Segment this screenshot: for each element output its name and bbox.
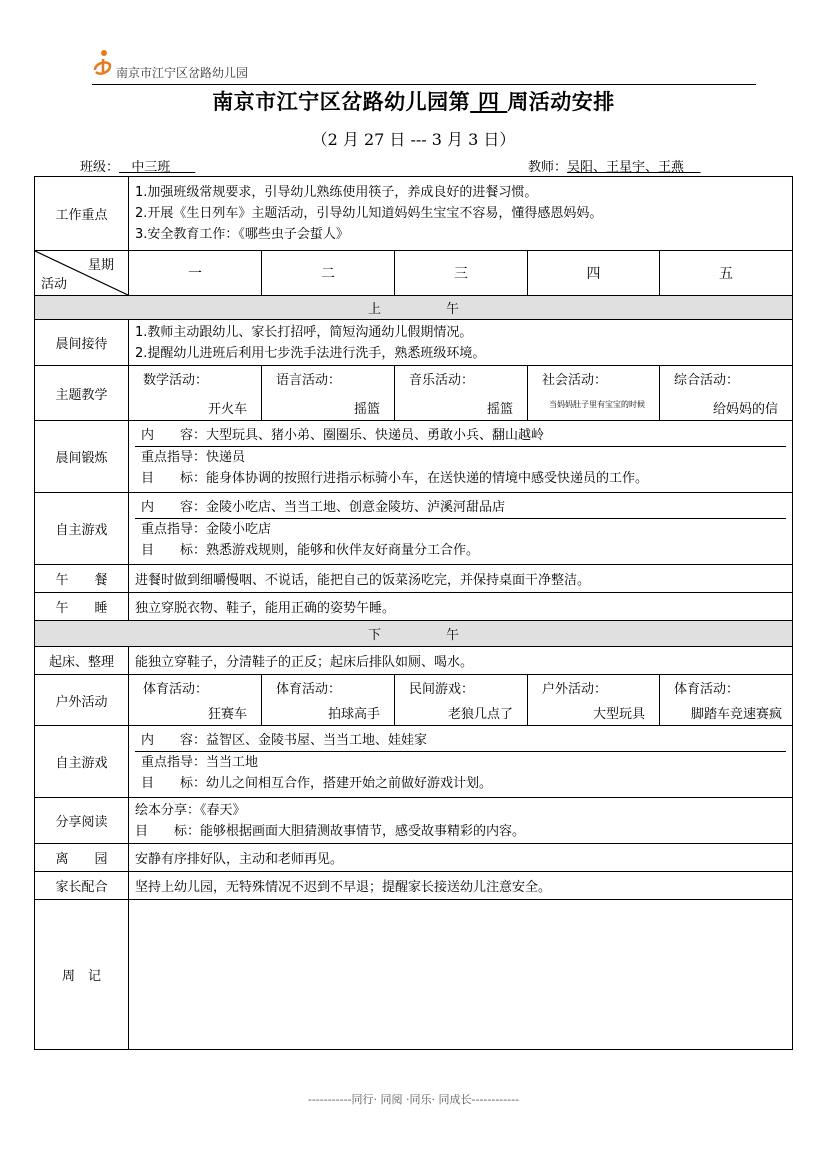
class-value: 中三班 bbox=[131, 160, 171, 175]
wakeup-content: 能独立穿鞋子，分清鞋子的正反；起床后排队如厕、喝水。 bbox=[129, 647, 793, 675]
weekday-tue: 二 bbox=[262, 251, 395, 296]
lunch-row bbox=[35, 565, 793, 593]
date-range: （2 月 27 日 --- 3 月 3 日） bbox=[311, 130, 516, 149]
kindergarten-logo-icon bbox=[92, 48, 114, 78]
focus-label: 工作重点 bbox=[35, 177, 129, 251]
activity-type: 体育活动： bbox=[276, 682, 342, 697]
activity-name: 当妈妈肚子里有宝宝的时候 bbox=[549, 400, 645, 409]
header-logo-text: 南京市江宁区岔路幼儿园 bbox=[116, 66, 249, 80]
theme-cell-wed bbox=[395, 366, 528, 421]
reception-content bbox=[129, 320, 793, 366]
reading-content bbox=[129, 798, 793, 844]
weekday-header-row bbox=[35, 251, 793, 296]
freeplay-pm-content bbox=[129, 726, 793, 798]
afternoon-divider-row bbox=[35, 621, 793, 647]
exercise-focus-line: 重点指导：快递员 bbox=[135, 446, 786, 468]
leave-label: 离 园 bbox=[35, 844, 129, 872]
weekday-mon: 一 bbox=[129, 251, 262, 296]
reception-line: 1.教师主动跟幼儿、家长打招呼，简短沟通幼儿假期情况。 bbox=[135, 324, 473, 340]
afternoon-divider: 下 午 bbox=[35, 621, 793, 647]
page-title bbox=[0, 86, 827, 116]
theme-cell-fri bbox=[660, 366, 793, 421]
freeplay-am-content-line: 内 容：金陵小吃店、当当工地、创意金陵坊、泸溪河甜品店 bbox=[141, 499, 506, 515]
focus-line: 3.安全教育工作：《哪些虫子会蜇人》 bbox=[135, 227, 349, 242]
exercise-goal-line: 目 标：能身体协调的按照行进指示标骑小车，在送快递的情境中感受快递员的工作。 bbox=[141, 470, 649, 486]
reading-row bbox=[35, 798, 793, 844]
activity-type: 社会活动： bbox=[542, 373, 608, 388]
diary-row bbox=[35, 900, 793, 1050]
wakeup-row bbox=[35, 647, 793, 675]
reading-label: 分享阅读 bbox=[35, 798, 129, 844]
parents-content: 坚持上幼儿园，无特殊情况不迟到不早退；提醒家长接送幼儿注意安全。 bbox=[129, 872, 793, 900]
activity-type: 数学活动： bbox=[143, 373, 209, 388]
activity-name: 开火车 bbox=[207, 402, 247, 417]
activity-type: 音乐活动： bbox=[409, 373, 475, 388]
exercise-label: 晨间锻炼 bbox=[35, 421, 129, 493]
outdoor-cell-thu bbox=[528, 675, 660, 726]
freeplay-am-content bbox=[129, 493, 793, 565]
exercise-row bbox=[35, 421, 793, 493]
weekday-wed: 三 bbox=[395, 251, 528, 296]
teacher-value: 吴阳、王星宇、王燕 bbox=[567, 160, 685, 175]
activity-type: 综合活动： bbox=[674, 373, 740, 388]
schedule-table bbox=[34, 176, 793, 1050]
leave-content: 安静有序排好队，主动和老师再见。 bbox=[129, 844, 793, 872]
reading-book-line: 绘本分享：《春天》 bbox=[135, 802, 246, 818]
activity-type: 民间游戏： bbox=[409, 682, 475, 697]
diary-label: 周 记 bbox=[35, 900, 129, 1050]
nap-row bbox=[35, 593, 793, 621]
class-label: 班级： bbox=[80, 160, 120, 175]
focus-content bbox=[129, 177, 793, 251]
weekday-corner-cell bbox=[35, 251, 129, 296]
weekday-corner-bottom: 活动 bbox=[41, 277, 68, 292]
weekday-thu: 四 bbox=[528, 251, 660, 296]
theme-cell-tue bbox=[262, 366, 395, 421]
reception-label: 晨间接待 bbox=[35, 320, 129, 366]
activity-name: 大型玩具 bbox=[592, 707, 645, 722]
theme-cell-thu bbox=[528, 366, 660, 421]
focus-line: 1.加强班级常规要求，引导幼儿熟练使用筷子，养成良好的进餐习惯。 bbox=[135, 185, 538, 200]
weekday-corner-top: 星期 bbox=[87, 258, 114, 273]
freeplay-am-label: 自主游戏 bbox=[35, 493, 129, 565]
teacher-info bbox=[528, 156, 701, 175]
activity-name: 狂赛车 bbox=[207, 707, 247, 722]
freeplay-pm-content-line: 内 容：益智区、金陵书屋、当当工地、娃娃家 bbox=[141, 732, 428, 748]
wakeup-label: 起床、整理 bbox=[35, 647, 129, 675]
theme-row bbox=[35, 366, 793, 421]
nap-content: 独立穿脱衣物、鞋子，能用正确的姿势午睡。 bbox=[129, 593, 793, 621]
activity-type: 语言活动： bbox=[276, 373, 342, 388]
leave-row bbox=[35, 844, 793, 872]
activity-name: 给妈妈的信 bbox=[713, 402, 779, 417]
outdoor-cell-tue bbox=[262, 675, 395, 726]
exercise-content bbox=[129, 421, 793, 493]
title-prefix: 南京市江宁区岔路幼儿园第 bbox=[212, 89, 471, 114]
page-footer: -----------同行· 同阅 ·同乐· 同成长------------ bbox=[307, 1093, 520, 1106]
activity-type: 体育活动： bbox=[674, 682, 740, 697]
outdoor-cell-fri bbox=[660, 675, 793, 726]
freeplay-pm-focus-line: 重点指导：当当工地 bbox=[135, 751, 786, 773]
reception-row bbox=[35, 320, 793, 366]
theme-label: 主题教学 bbox=[35, 366, 129, 421]
lunch-content: 进餐时做到细嚼慢咽、不说话，能把自己的饭菜汤吃完，并保持桌面干净整洁。 bbox=[129, 565, 793, 593]
reading-goal-line: 目 标：能够根据画面大胆猜测故事情节，感受故事精彩的内容。 bbox=[135, 823, 526, 839]
activity-name: 老狼几点了 bbox=[447, 707, 513, 722]
freeplay-am-focus-line: 重点指导：金陵小吃店 bbox=[135, 518, 786, 540]
focus-line: 2.开展《生日列车》主题活动，引导幼儿知道妈妈生宝宝不容易，懂得感恩妈妈。 bbox=[135, 206, 603, 221]
parents-label: 家长配合 bbox=[35, 872, 129, 900]
nap-label: 午 睡 bbox=[35, 593, 129, 621]
activity-name: 摇篮 bbox=[486, 402, 513, 417]
activity-type: 户外活动： bbox=[542, 682, 608, 697]
morning-divider-row bbox=[35, 296, 793, 320]
outdoor-cell-mon bbox=[129, 675, 262, 726]
activity-name: 摇篮 bbox=[353, 402, 380, 417]
activity-type: 体育活动： bbox=[143, 682, 209, 697]
theme-cell-mon bbox=[129, 366, 262, 421]
parents-row bbox=[35, 872, 793, 900]
title-suffix: 周活动安排 bbox=[507, 89, 615, 114]
title-week: 四 bbox=[478, 89, 500, 114]
outdoor-cell-wed bbox=[395, 675, 528, 726]
morning-divider: 上 午 bbox=[35, 296, 793, 320]
diary-content bbox=[129, 900, 793, 1050]
freeplay-am-row bbox=[35, 493, 793, 565]
freeplay-am-goal-line: 目 标：熟悉游戏规则，能够和伙伴友好商量分工合作。 bbox=[141, 542, 480, 558]
weekday-fri: 五 bbox=[660, 251, 793, 296]
reception-line: 2.提醒幼儿进班后利用七步洗手法进行洗手，熟悉班级环境。 bbox=[135, 345, 486, 361]
freeplay-pm-goal-line: 目 标：幼儿之间相互合作，搭建开始之前做好游戏计划。 bbox=[141, 775, 493, 791]
focus-row bbox=[35, 177, 793, 251]
outdoor-label: 户外活动 bbox=[35, 675, 129, 726]
outdoor-row bbox=[35, 675, 793, 726]
activity-name: 拍球高手 bbox=[327, 707, 380, 722]
activity-name: 脚踏车竞速赛疯 bbox=[691, 707, 783, 722]
freeplay-pm-label: 自主游戏 bbox=[35, 726, 129, 798]
freeplay-pm-row bbox=[35, 726, 793, 798]
teacher-label: 教师： bbox=[528, 160, 568, 175]
class-info bbox=[80, 156, 195, 175]
page-header bbox=[92, 44, 756, 85]
lunch-label: 午 餐 bbox=[35, 565, 129, 593]
exercise-content-line: 内 容：大型玩具、猪小弟、圈圈乐、快递员、勇敢小兵、翻山越岭 bbox=[141, 427, 545, 443]
